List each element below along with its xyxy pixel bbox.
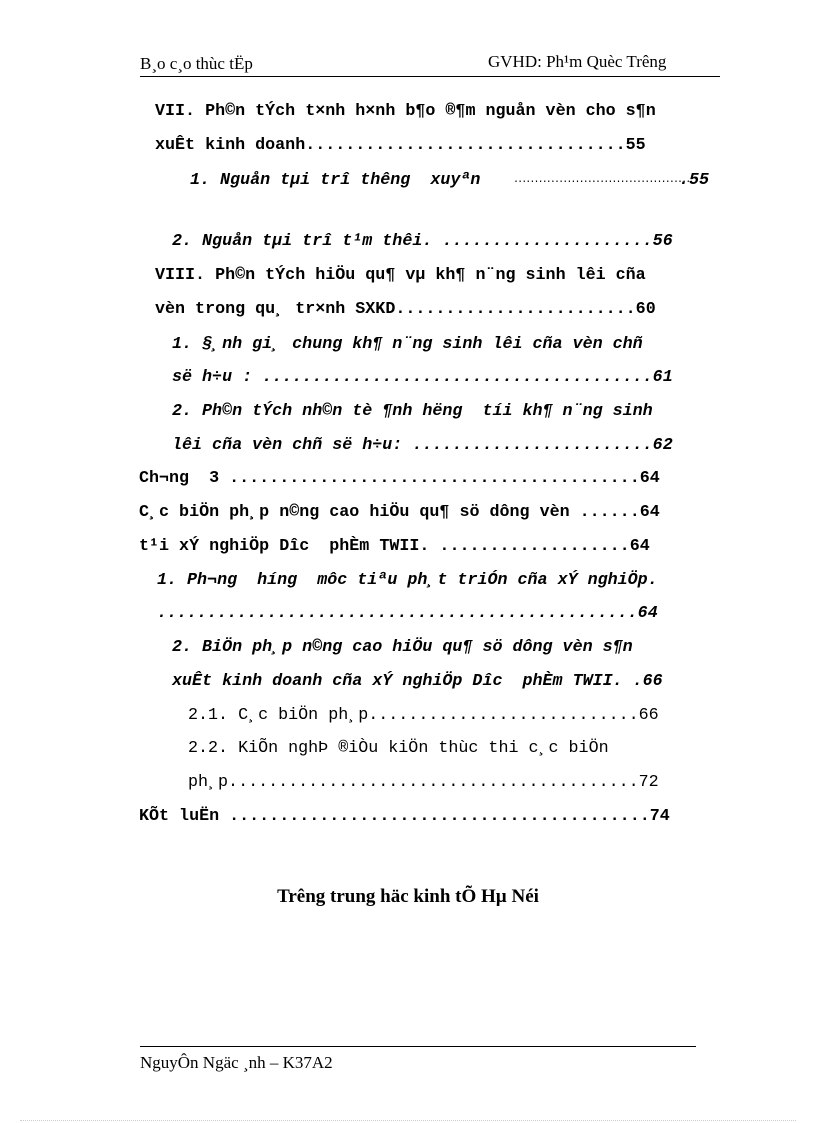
toc-line: 2.1. C¸c biÖn ph¸p...........................66: [188, 706, 659, 725]
page-footer: [140, 1046, 696, 1072]
toc-line: xuÊt kinh doanh................................55: [155, 136, 646, 155]
toc-line: C¸c biÖn ph¸p n©ng cao hiÖu qu¶ sö dông vèn ......64: [139, 503, 660, 522]
toc-page: .55: [679, 171, 710, 190]
toc-line: së h÷u : .......................................61: [172, 368, 673, 387]
toc-line: 1. Ph¬ng híng môc tiªu ph¸t triÓn cña xÝ nghiÖp.: [157, 571, 658, 590]
toc-line: VIII. Ph©n tÝch hiÖu qu¶ vµ kh¶ n¨ng sinh lêi cña: [155, 266, 646, 285]
toc-line: 1. §¸nh gi¸ chung kh¶ n¨ng sinh lêi cña vèn chñ: [172, 335, 643, 354]
school-name: Trêng trung häc kinh tÕ Hµ Néi: [277, 886, 539, 907]
toc-line: Ch¬ng 3 .........................................64: [139, 469, 660, 488]
toc-line: ph¸p.........................................72: [188, 773, 659, 792]
author: NguyÔn Ngäc ¸nh – K37A2: [140, 1053, 333, 1072]
toc-line: 2. BiÖn ph¸p n©ng cao hiÖu qu¶ sö dông vèn s¶n: [172, 638, 633, 657]
page-edge: [20, 1120, 796, 1121]
toc-line: KÕt luËn ..........................................74: [139, 807, 670, 826]
toc-line: VII. Ph©n tÝch t×nh h×nh b¶o ®¶m nguån vèn cho s¶n: [155, 102, 656, 121]
toc-line: vèn trong qu¸ tr×nh SXKD........................60: [155, 300, 656, 319]
toc-line: 2. Nguån tµi trî t¹m thêi. .....................56: [172, 232, 673, 251]
toc-line: 1. Nguån tµi trî thêng xuyªn: [190, 171, 481, 190]
toc-line: lêi cña vèn chñ së h÷u: ........................62: [172, 436, 673, 455]
toc-line: ................................................64: [157, 604, 658, 623]
toc-line: 2.2. KiÕn nghÞ ®iÒu kiÖn thùc thi c¸c biÖn: [188, 739, 609, 758]
page-header: [140, 50, 720, 77]
supervisor: GVHD: Ph¹m Quèc Trêng: [488, 52, 667, 71]
toc-line: xuÊt kinh doanh cña xÝ nghiÖp Dîc phÈm TWII. .66: [172, 672, 663, 691]
toc-line: t¹i xÝ nghiÖp Dîc phÈm TWII. ...................64: [139, 537, 650, 556]
toc-line: 2. Ph©n tÝch nh©n tè ¶nh hëng tíi kh¶ n¨ng sinh: [172, 402, 653, 421]
toc-dots-small: ...........................................: [513, 175, 690, 186]
report-title: B¸o c¸o thùc tËp: [140, 54, 253, 73]
